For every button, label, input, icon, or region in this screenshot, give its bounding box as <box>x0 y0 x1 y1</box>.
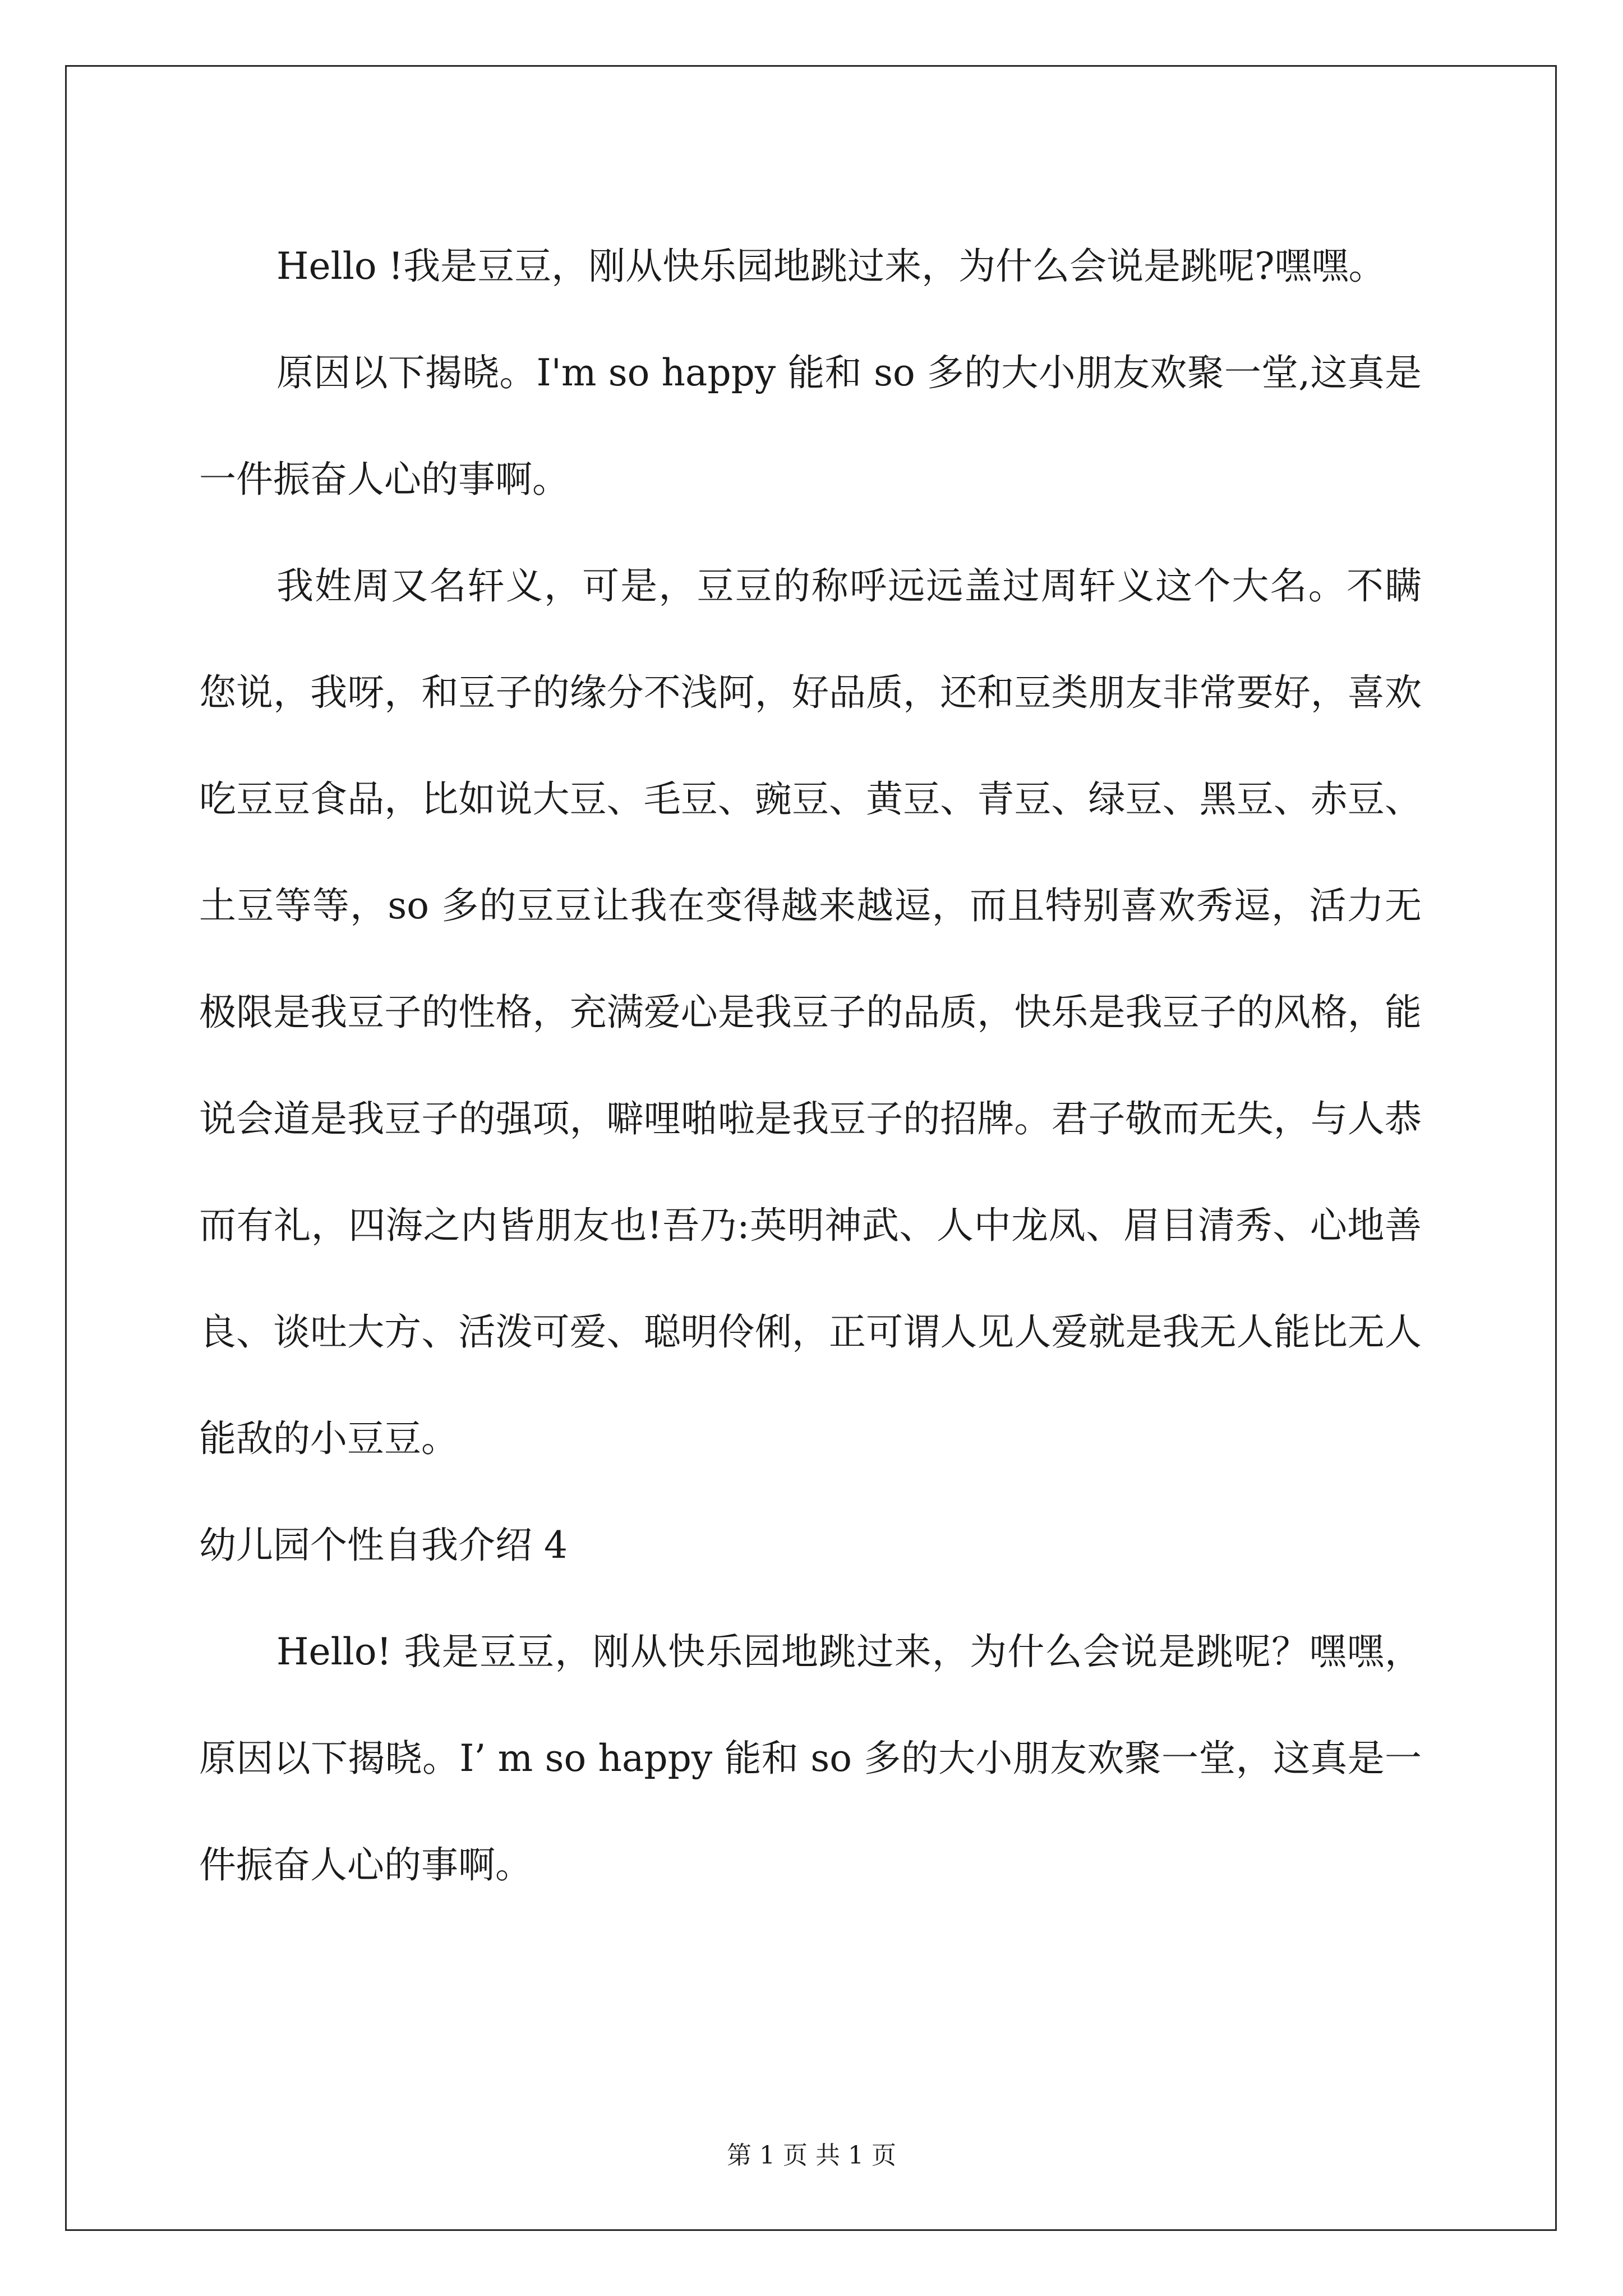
paragraph-1: Hello !我是豆豆，刚从快乐园地跳过来，为什么会说是跳呢?嘿嘿。 <box>276 245 1386 288</box>
paragraph-4: Hello! 我是豆豆，刚从快乐园地跳过来，为什么会说是跳呢？嘿嘿，原因以下揭晓。I’ m so happy 能和 so 多的大小朋友欢聚一堂，这真是一件振奋人心的事啊。 <box>199 1630 1422 1887</box>
paragraph-2: 原因以下揭晓。I'm so happy 能和 so 多的大小朋友欢聚一堂,这真是一件振奋人心的事啊。 <box>199 351 1422 501</box>
paragraph-3: 我姓周又名轩义，可是，豆豆的称呼远远盖过周轩义这个大名。不瞒您说，我呀，和豆子的缘分不浅阿，好品质，还和豆类朋友非常要好，喜欢吃豆豆食品，比如说大豆、毛豆、豌豆、黄豆、青豆、绿豆、黑豆、赤豆、土豆等等，so 多的豆豆让我在变得越来越逗，而且特别喜欢秀逗，活力无极限是我豆子的性格，充满爱心是我豆子的品质，快乐是我豆子的风格，能说会道是我豆子的强项，噼哩啪啦是我豆子的招牌。君子敬而无失，与人恭而有礼，四海之内皆朋友也!吾乃:英明神武、人中龙凤、眉目清秀、心地善良、谈吐大方、活泼可爱、聪明伶俐，正可谓人见人爱就是我无人能比无人能敌的小豆豆。 <box>199 564 1422 1460</box>
section-heading: 幼儿园个性自我介绍 4 <box>199 1524 568 1567</box>
page-footer: 第 1 页 共 1 页 <box>727 2141 896 2170</box>
document-body <box>199 213 1422 1918</box>
